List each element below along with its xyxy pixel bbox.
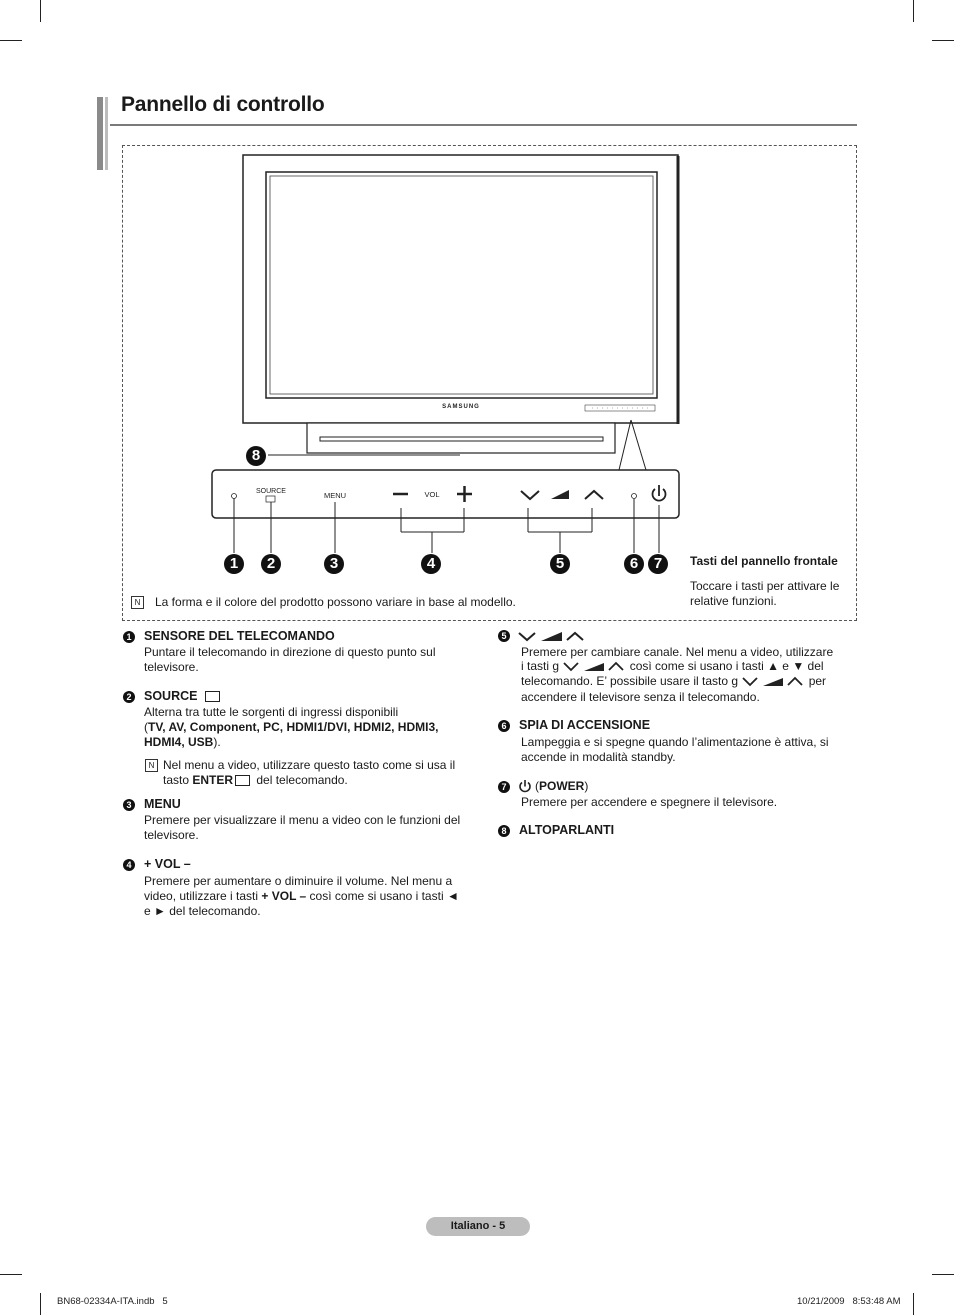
crop-mark	[913, 1293, 914, 1315]
menu-key-label: MENU	[323, 491, 347, 500]
source-enter-icon	[205, 691, 220, 702]
callout-7: 7	[648, 554, 668, 574]
item-7-heading: (POWER)	[535, 779, 589, 793]
item-2-number: 2	[123, 691, 135, 703]
callout-1: 1	[224, 554, 244, 574]
note-icon: N	[131, 596, 144, 609]
callout-4: 4	[421, 554, 441, 574]
item-8-heading: ALTOPARLANTI	[519, 823, 615, 837]
front-panel-text: Toccare i tasti per attivare le relative funzioni.	[690, 579, 840, 608]
brand-logo: SAMSUNG	[442, 404, 480, 410]
item-7-text: Premere per accendere e spegnere il televisore.	[521, 795, 778, 809]
note-icon: N	[145, 759, 158, 772]
item-3-text: Premere per visualizzare il menu a video con le funzioni del televisore.	[144, 813, 461, 842]
figure-note: La forma e il colore del prodotto possono variare in base al modello.	[155, 595, 516, 609]
channel-icons	[517, 629, 587, 643]
item-4-text: Premere per aumentare o diminuire il volume. Nel menu a video, utilizzare i tasti + VOL – così come si usano i tasti ◄ e ► del telecomando.	[144, 874, 459, 918]
crop-mark	[40, 1293, 41, 1315]
item-3-number: 3	[123, 799, 135, 811]
item-1-number: 1	[123, 631, 135, 643]
item-6-text: Lampeggia e si spegne quando l’alimentazione è attiva, si accende in modalità standby.	[521, 735, 829, 764]
item-5-line-1: Premere per cambiare canale. Nel menu a video, utilizzare	[521, 645, 834, 659]
power-icon	[518, 779, 532, 793]
item-1-text: Puntare il telecomando in direzione di questo punto sul televisore.	[144, 645, 436, 674]
callout-2: 2	[261, 554, 281, 574]
page-title: Pannello di controllo	[121, 93, 325, 116]
vol-key-label: VOL	[424, 490, 440, 499]
front-panel-title: Tasti del pannello frontale	[690, 554, 838, 568]
footer-timestamp: 10/21/2009 8:53:48 AM	[797, 1296, 901, 1307]
item-2-heading: SOURCE	[144, 689, 220, 703]
source-key-label: SOURCE	[256, 488, 286, 495]
crop-mark	[0, 1274, 22, 1275]
channel-icons	[562, 660, 626, 672]
item-4-number: 4	[123, 859, 135, 871]
item-1-heading: SENSORE DEL TELECOMANDO	[144, 629, 335, 643]
crop-mark	[932, 1274, 954, 1275]
item-7-number: 7	[498, 781, 510, 793]
item-5-line-3: telecomando. E’ possibile usare il tasto g per	[521, 674, 827, 688]
item-3-heading: MENU	[144, 797, 181, 811]
item-2-note: Nel menu a video, utilizzare questo tasto come si usa il tasto ENTER del telecomando.	[163, 758, 456, 787]
callout-5: 5	[550, 554, 570, 574]
page-number-pill: Italiano - 5	[426, 1217, 530, 1236]
callout-8: 8	[246, 446, 266, 466]
callout-6: 6	[624, 554, 644, 574]
channel-icons	[741, 675, 805, 687]
callout-3: 3	[324, 554, 344, 574]
item-4-heading: + VOL –	[144, 857, 191, 871]
tv-illustration	[0, 0, 954, 640]
item-8-number: 8	[498, 825, 510, 837]
item-5-line-4: accendere il televisore senza il telecomando.	[521, 690, 760, 704]
item-6-heading: SPIA DI ACCENSIONE	[519, 718, 651, 732]
item-5-line-2: i tasti g così come si usano i tasti ▲ e ▼ del	[521, 659, 824, 673]
footer-file-info: BN68-02334A-ITA.indb 5	[57, 1296, 168, 1307]
item-2-text: Alterna tra tutte le sorgenti di ingressi disponibili (TV, AV, Component, PC, HDMI1/DVI, HDMI2, HDMI3, HDMI4, USB).	[144, 705, 439, 749]
enter-icon	[235, 775, 250, 786]
item-5-number: 5	[498, 630, 510, 642]
item-6-number: 6	[498, 720, 510, 732]
